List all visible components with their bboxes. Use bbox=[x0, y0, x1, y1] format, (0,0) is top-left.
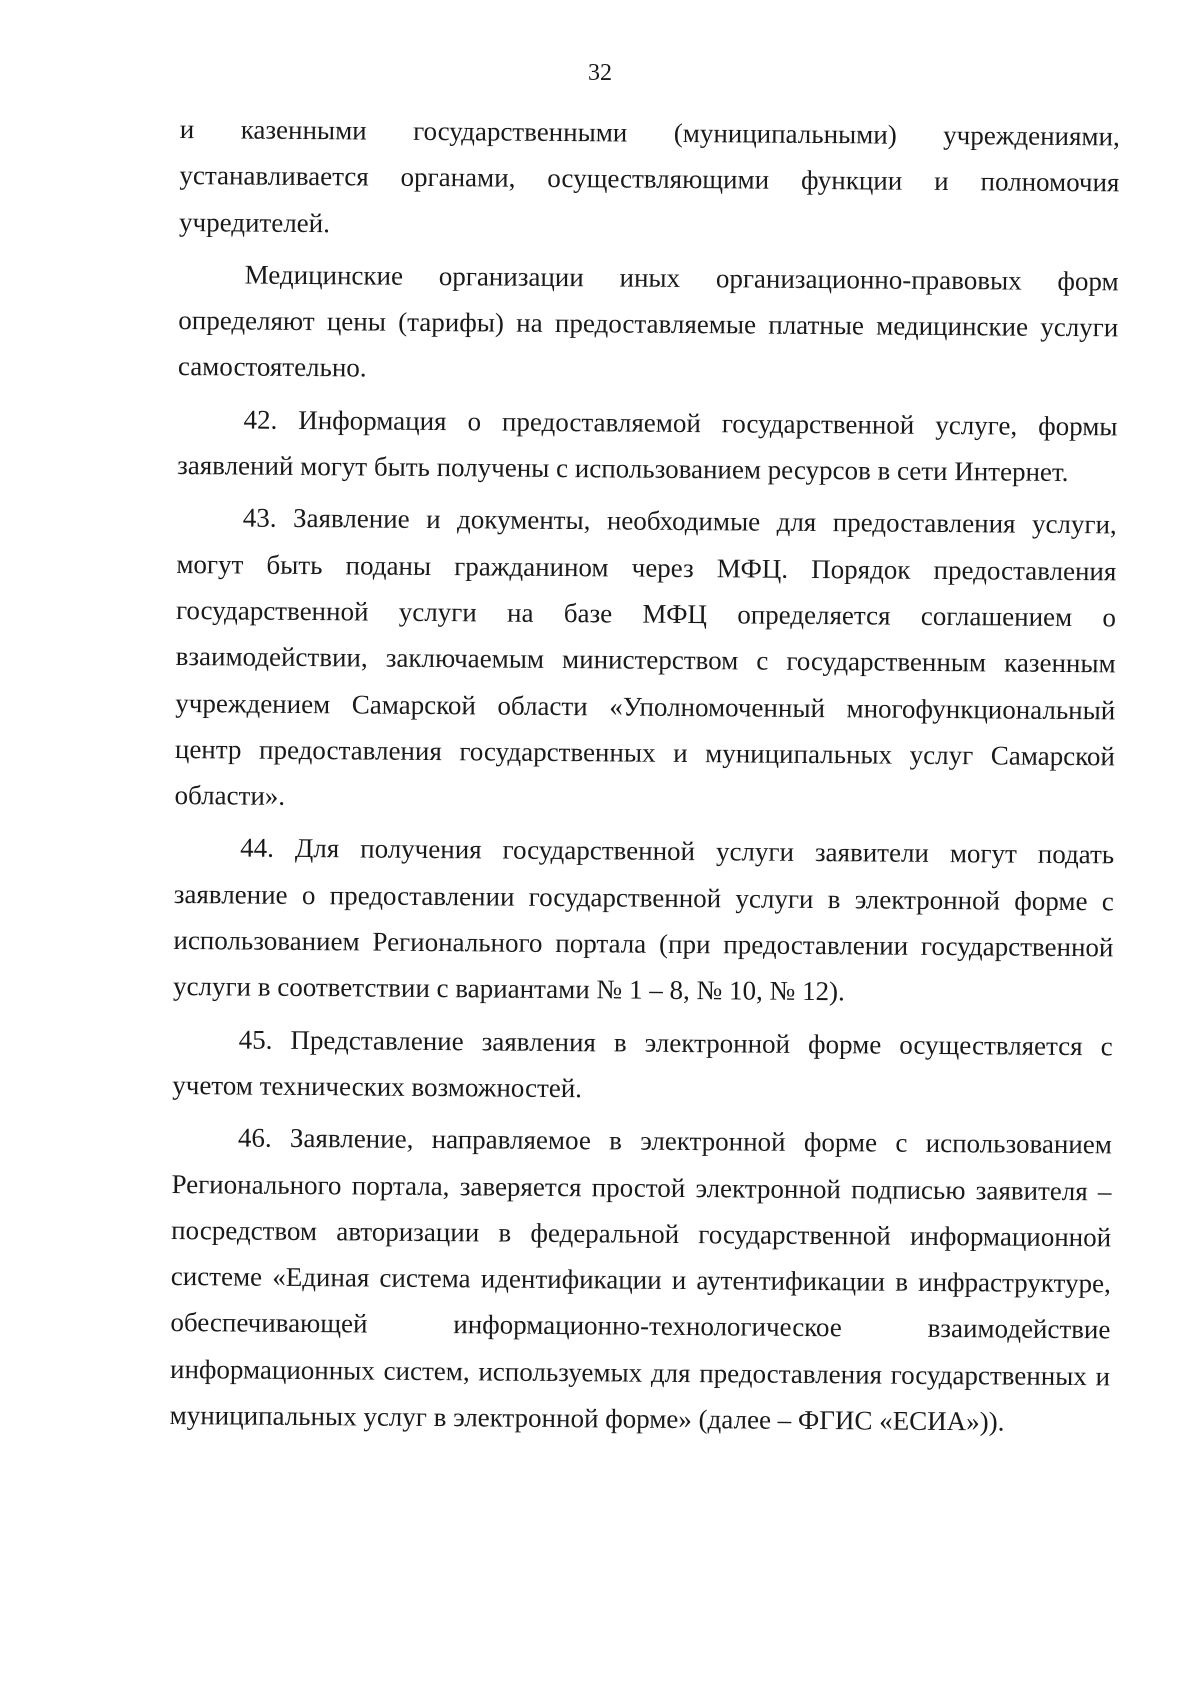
paragraph-44: 44. Для получения государственной услуги заявители могут подать заявление о предоставлении государственной услуги в электронной форме с использованием Регионального портала (при предоставлении государственной услуги в соответствии с вариантами № 1 – 8, № 10, № 12). bbox=[172, 832, 1115, 1007]
paragraph-43: 43. Заявление и документы, необходимые для предоставления услуги, могут быть поданы гражданином через МФЦ. Порядок предоставления государственной услуги на базе МФЦ определяется соглашением о взаимодействии, заключаемым министерством с государственным казенным учреждением Самарской области «Уполномоченный многофункциональный центр предоставления государственных и муниципальных услуг Самарской области». bbox=[174, 502, 1117, 812]
page-number: 32 bbox=[588, 60, 612, 86]
paragraph-46: 46. Заявление, направляемое в электронной форме с использованием Регионального портала, заверяется простой электронной подписью заявителя – посредством авторизации в федеральной государственной информационной системе «Единая система идентификации и аутентификации в инфраструктуре, обеспечивающей информационно-технологическое взаимодействие информационных систем, используемых для предоставления государственных и муниципальных услуг в электронной форме» (далее – ФГИС «ЕСИА»)). bbox=[169, 1122, 1112, 1437]
paragraph-medical-organizations: Медицинские организации иных организационно-правовых форм определяют цены (тарифы) на предоставляемые платные медицинские услуги самостоятельно. bbox=[177, 259, 1119, 383]
paragraph-42: 42. Информация о предоставляемой государственной услуге, формы заявлений могут быть получены с использованием ресурсов в сети Интернет. bbox=[177, 404, 1118, 488]
paragraph-continuation: и казенными государственными (муниципальными) учреждениями, устанавливается органами, осуществляющими функции и полномочия учредителей. bbox=[178, 113, 1120, 238]
document-body bbox=[169, 106, 1119, 1452]
paragraph-45: 45. Представление заявления в электронной форме осуществляется с учетом технических возможностей. bbox=[172, 1024, 1113, 1104]
